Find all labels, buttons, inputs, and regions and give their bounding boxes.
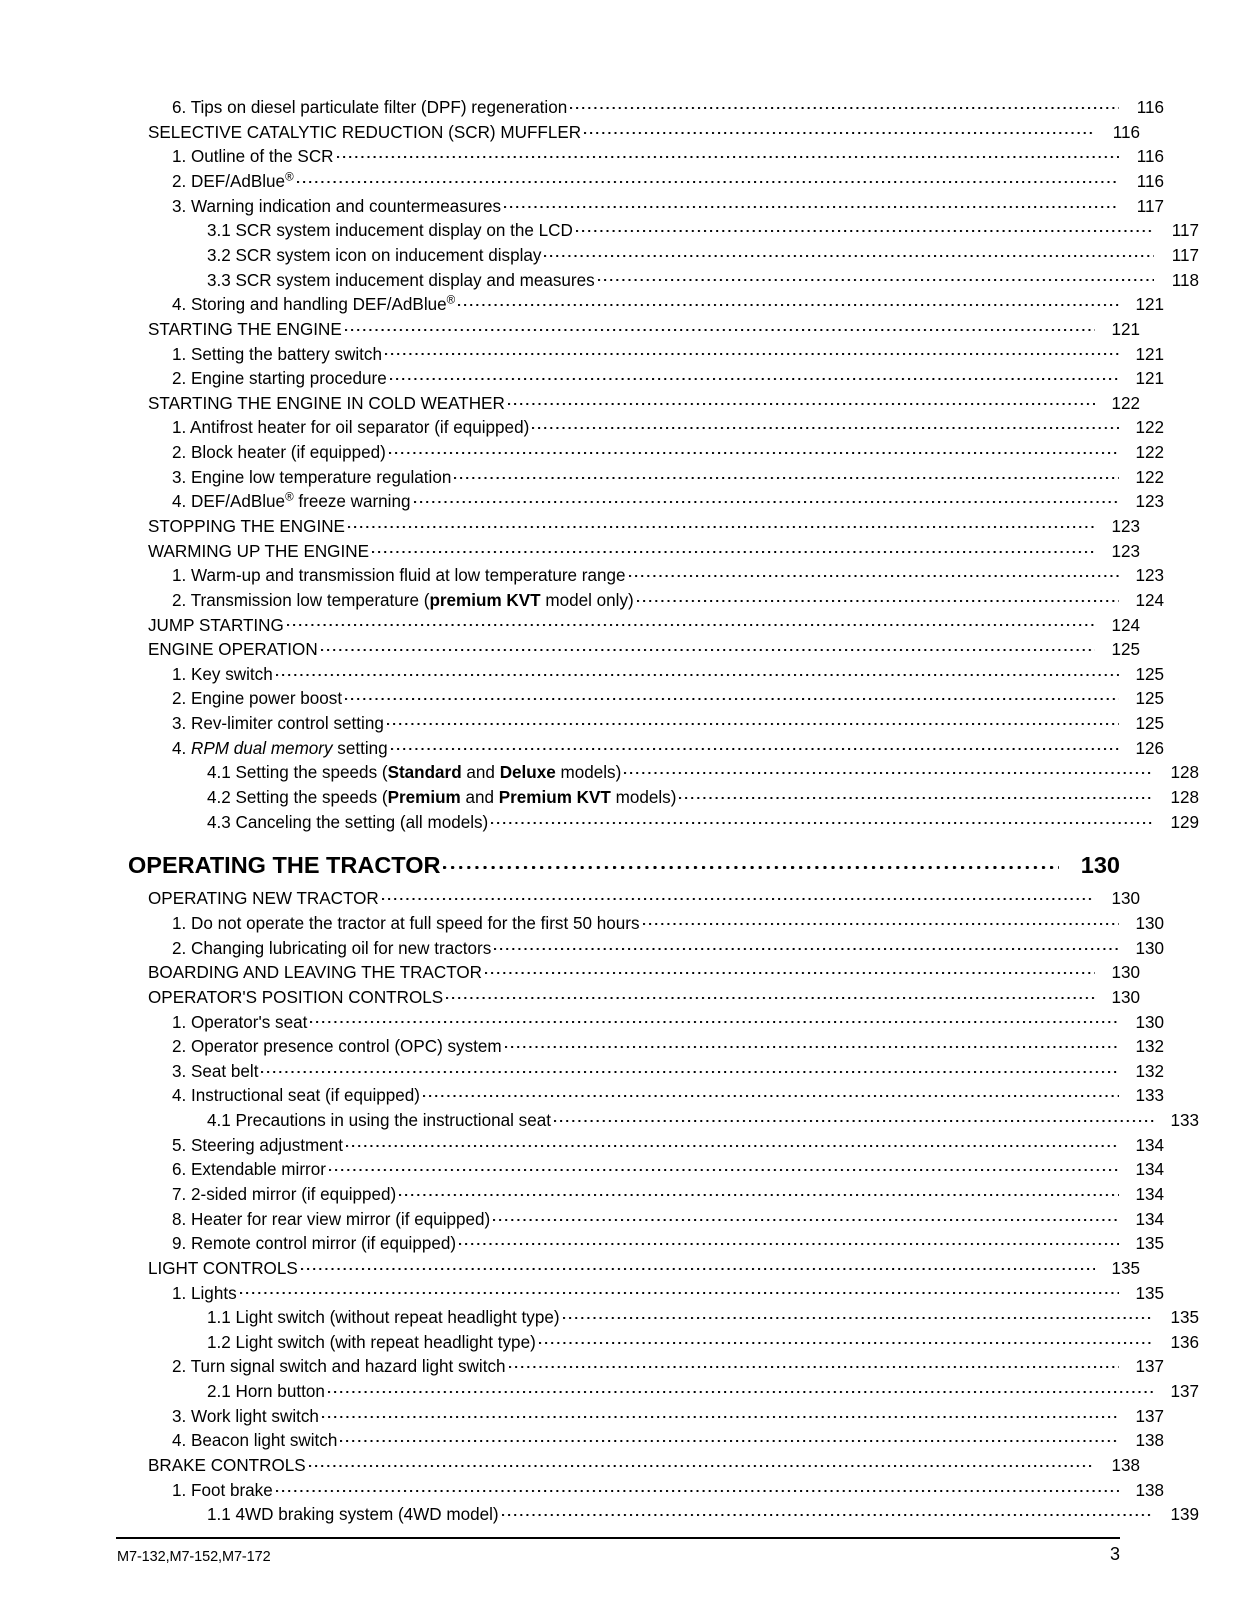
toc-entry-label: ENGINE OPERATION	[148, 640, 318, 660]
dot-leader	[389, 441, 1119, 458]
dot-leader	[391, 737, 1119, 754]
toc-entry[interactable]	[172, 490, 1164, 515]
toc-entry-page-number: 132	[1135, 1061, 1164, 1081]
toc-entry[interactable]	[207, 1109, 1199, 1134]
dot-leader	[598, 268, 1154, 285]
dot-leader	[629, 564, 1119, 581]
toc-entry-model-name: premium KVT	[429, 590, 541, 610]
toc-entry-page-number: 128	[1170, 763, 1199, 783]
toc-entry-page-number: 135	[1135, 1283, 1164, 1303]
dot-leader	[385, 342, 1119, 359]
toc-entry[interactable]	[207, 811, 1199, 836]
dot-leader	[446, 986, 1095, 1003]
toc-entry-page-number: 134	[1135, 1160, 1164, 1180]
toc-entry-label: 2. DEF/AdBlue®	[172, 170, 294, 192]
toc-entry[interactable]	[172, 1158, 1164, 1183]
toc-entry-label: STARTING THE ENGINE	[148, 319, 342, 339]
toc-entry-label: 3. Warning indication and countermeasures	[172, 196, 502, 216]
toc-entry[interactable]	[172, 1479, 1164, 1504]
dot-leader	[637, 589, 1119, 606]
toc-entry-model-name: Premium	[387, 788, 461, 808]
toc-entry[interactable]	[172, 1355, 1164, 1380]
toc-entry-label: OPERATING NEW TRACTOR	[148, 889, 379, 909]
toc-entry[interactable]	[207, 761, 1199, 786]
dot-leader	[563, 1306, 1154, 1323]
toc-entry[interactable]	[172, 937, 1164, 962]
toc-entry-page-number: 138	[1135, 1431, 1164, 1451]
toc-entry-page-number: 138	[1111, 1456, 1140, 1476]
toc-entry[interactable]	[172, 1183, 1164, 1208]
toc-entry[interactable]	[172, 663, 1164, 688]
dot-leader	[576, 219, 1154, 236]
toc-entry-page-number: 135	[1111, 1258, 1140, 1278]
toc-entry-label: 5. Steering adjustment	[172, 1135, 344, 1155]
toc-entry-label: 2. Engine starting procedure	[172, 369, 387, 389]
toc-entry[interactable]	[148, 1454, 1140, 1479]
toc-entry-label: 4.1 Precautions in using the instructional seat	[207, 1111, 551, 1131]
toc-entry[interactable]	[148, 986, 1140, 1011]
toc-entry-label: 3. Seat belt	[172, 1061, 259, 1081]
dot-leader	[509, 1355, 1120, 1372]
toc-entry[interactable]	[207, 1331, 1199, 1356]
toc-entry[interactable]	[172, 145, 1164, 170]
toc-entry[interactable]	[148, 540, 1140, 565]
toc-entry[interactable]	[172, 96, 1164, 121]
toc-entry-page-number: 117	[1171, 221, 1199, 241]
toc-entry-label: 1.1 Light switch (without repeat headlight type)	[207, 1308, 560, 1328]
toc-entry-page-number: 125	[1135, 714, 1164, 734]
toc-entry[interactable]	[148, 1257, 1140, 1282]
toc-entry-page-number: 125	[1135, 664, 1164, 684]
dot-leader	[554, 1109, 1154, 1126]
dot-leader	[504, 195, 1119, 212]
toc-entry[interactable]	[207, 1503, 1199, 1528]
toc-entry-label: 1. Lights	[172, 1283, 237, 1303]
toc-entry-label: 1. Setting the battery switch	[172, 344, 382, 364]
footer-model-numbers: M7-132,M7-152,M7-172	[117, 1549, 271, 1565]
toc-entry-label: BRAKE CONTROLS	[148, 1456, 306, 1476]
dot-leader	[276, 1479, 1119, 1496]
dot-leader	[414, 490, 1120, 507]
dot-leader	[643, 912, 1120, 929]
footer-divider	[116, 1537, 1120, 1539]
dot-leader	[532, 416, 1119, 433]
toc-entry-label: 3.1 SCR system inducement display on the LCD	[207, 221, 573, 241]
toc-entry-page-number: 117	[1171, 245, 1199, 265]
dot-leader	[679, 786, 1154, 803]
toc-entry-label: 1. Operator's seat	[172, 1012, 308, 1032]
registered-trademark-symbol: ®	[285, 170, 294, 184]
toc-entry[interactable]	[172, 1232, 1164, 1257]
dot-leader	[544, 244, 1154, 261]
dot-leader	[390, 367, 1119, 384]
dot-leader	[493, 1208, 1119, 1225]
toc-entry[interactable]	[172, 1035, 1164, 1060]
registered-trademark-symbol: ®	[446, 293, 456, 307]
toc-entry[interactable]	[172, 342, 1164, 367]
dot-leader	[240, 1281, 1119, 1298]
dot-leader	[570, 96, 1119, 113]
toc-entry-model-name: Deluxe	[499, 763, 556, 783]
toc-entry-label: STOPPING THE ENGINE	[148, 516, 345, 536]
dot-leader	[624, 761, 1154, 778]
toc-entry[interactable]	[207, 244, 1199, 269]
toc-entry[interactable]	[148, 515, 1140, 540]
toc-entry-label: 1. Foot brake	[172, 1480, 273, 1500]
toc-entry-page-number: 124	[1135, 590, 1164, 610]
toc-entry-model-name: Premium KVT	[498, 788, 611, 808]
toc-entry-label: 2. Turn signal switch and hazard light switch	[172, 1357, 506, 1377]
dot-leader	[491, 811, 1154, 828]
toc-entry-label: 4. DEF/AdBlue® freeze warning	[172, 490, 411, 512]
dot-leader	[399, 1183, 1119, 1200]
toc-entry-label: 2. Operator presence control (OPC) system	[172, 1037, 502, 1057]
toc-entry-label: 1. Key switch	[172, 664, 273, 684]
toc-entry-label: 2.1 Horn button	[207, 1382, 325, 1402]
toc-entry-page-number: 130	[1135, 913, 1164, 933]
toc-entry[interactable]	[148, 638, 1140, 663]
toc-entry-page-number: 130	[1111, 963, 1140, 983]
toc-entry-page-number: 135	[1170, 1308, 1199, 1328]
toc-entry-page-number: 121	[1111, 319, 1140, 339]
toc-entry-page-number: 125	[1135, 689, 1164, 709]
toc-entry-page-number: 137	[1135, 1406, 1164, 1426]
toc-entry[interactable]	[172, 712, 1164, 737]
toc-entry-page-number: 133	[1170, 1111, 1199, 1131]
dot-leader	[387, 712, 1119, 729]
dot-leader	[297, 170, 1119, 187]
toc-entry-label: 3.2 SCR system icon on inducement display	[207, 245, 542, 265]
toc-entry[interactable]	[172, 1281, 1164, 1306]
toc-entry-label: JUMP STARTING	[148, 615, 284, 635]
toc-entry[interactable]	[148, 961, 1140, 986]
toc-entry-label: 9. Remote control mirror (if equipped)	[172, 1234, 457, 1254]
dot-leader	[348, 515, 1095, 532]
toc-entry-page-number: 130	[1135, 938, 1164, 958]
dot-leader	[261, 1060, 1119, 1077]
toc-entry-page-number: 116	[1136, 172, 1164, 192]
toc-entry-label: 6. Extendable mirror	[172, 1160, 326, 1180]
toc-entry-label: 4.3 Canceling the setting (all models)	[207, 812, 489, 832]
toc-entry[interactable]	[207, 1380, 1199, 1405]
dot-leader	[309, 1454, 1095, 1471]
toc-entry-label: 1. Outline of the SCR	[172, 147, 334, 167]
toc-entry-page-number: 122	[1135, 443, 1164, 463]
toc-entry-label: 1.1 4WD braking system (4WD model)	[207, 1505, 499, 1525]
dot-leader	[485, 961, 1095, 978]
toc-entry-page-number: 134	[1135, 1185, 1164, 1204]
toc-entry[interactable]	[148, 613, 1140, 638]
toc-entry[interactable]	[172, 1134, 1164, 1159]
dot-leader	[372, 540, 1095, 557]
toc-entry-label: 4.2 Setting the speeds (Premium and Premium KVT models)	[207, 788, 677, 808]
toc-entry[interactable]	[148, 121, 1140, 146]
toc-entry-label: 3.3 SCR system inducement display and measures	[207, 270, 595, 290]
toc-entry-page-number: 124	[1111, 615, 1140, 635]
toc-entry-page-number: 126	[1135, 738, 1164, 758]
toc-entry[interactable]	[172, 195, 1164, 220]
dot-leader	[276, 663, 1119, 680]
toc-entry-label: 1. Do not operate the tractor at full speed for the first 50 hours	[172, 913, 640, 933]
toc-entry[interactable]	[172, 1010, 1164, 1035]
dot-leader	[382, 887, 1095, 904]
toc-entry[interactable]	[172, 1429, 1164, 1454]
toc-entry[interactable]	[172, 589, 1164, 614]
toc-entry-label: 1.2 Light switch (with repeat headlight type)	[207, 1332, 536, 1352]
toc-entry-label: STARTING THE ENGINE IN COLD WEATHER	[148, 393, 505, 413]
toc-entry-page-number: 116	[1112, 122, 1140, 142]
toc-entry-page-number: 138	[1135, 1480, 1164, 1500]
toc-entry-page-number: 123	[1135, 566, 1164, 586]
dot-leader	[505, 1035, 1119, 1052]
toc-entry[interactable]	[207, 268, 1199, 293]
toc-entry-label: 4. Beacon light switch	[172, 1431, 338, 1451]
toc-entry-page-number: 122	[1135, 418, 1164, 438]
toc-entry[interactable]	[172, 293, 1164, 318]
toc-entry[interactable]	[172, 466, 1164, 491]
toc-entry-label: 4.1 Setting the speeds (Standard and Deluxe models)	[207, 763, 622, 783]
dot-leader	[340, 1429, 1119, 1446]
dot-leader	[322, 1405, 1119, 1422]
toc-entry[interactable]	[148, 318, 1140, 343]
registered-trademark-symbol: ®	[285, 490, 294, 504]
dot-leader	[321, 638, 1095, 655]
dot-leader	[301, 1257, 1095, 1274]
toc-entry-label: 6. Tips on diesel particulate filter (DPF) regeneration	[172, 98, 568, 118]
toc-entry-page-number: 123	[1135, 492, 1164, 512]
dot-leader	[287, 613, 1095, 630]
toc-entry[interactable]	[172, 1405, 1164, 1430]
dot-leader	[454, 466, 1119, 483]
toc-entry-label: 4. Storing and handling DEF/AdBlue®	[172, 293, 456, 315]
dot-leader	[584, 121, 1095, 138]
toc-entry[interactable]	[172, 416, 1164, 441]
toc-entry-page-number: 130	[1135, 1012, 1164, 1032]
toc-entry-page-number: 118	[1171, 270, 1199, 290]
dot-leader	[443, 850, 1059, 874]
toc-entry-page-number: 134	[1135, 1135, 1164, 1155]
toc-entry[interactable]	[172, 367, 1164, 392]
dot-leader	[423, 1084, 1119, 1101]
toc-entry-label: SELECTIVE CATALYTIC REDUCTION (SCR) MUFFLER	[148, 122, 582, 142]
dot-leader	[329, 1158, 1119, 1175]
toc-entry-label: LIGHT CONTROLS	[148, 1258, 298, 1278]
toc-entry-emphasis: RPM dual memory	[191, 738, 333, 758]
toc-entry[interactable]	[148, 392, 1140, 417]
toc-entry-page-number: 139	[1170, 1505, 1199, 1525]
toc-entry-label: BOARDING AND LEAVING THE TRACTOR	[148, 963, 483, 983]
dot-leader	[459, 1232, 1119, 1249]
toc-entry-page-number: 121	[1135, 344, 1164, 364]
toc-entry[interactable]	[172, 687, 1164, 712]
toc-entry-label: 2. Transmission low temperature (premium KVT model only)	[172, 590, 634, 610]
toc-chapter-entry[interactable]	[128, 846, 1120, 884]
dot-leader	[346, 1134, 1119, 1151]
toc-entry-label: 2. Block heater (if equipped)	[172, 443, 386, 463]
toc-entry-page-number: 135	[1135, 1234, 1164, 1254]
dot-leader	[508, 392, 1095, 409]
toc-entry-page-number: 117	[1136, 196, 1164, 216]
dot-leader	[539, 1331, 1154, 1348]
toc-entry-page-number: 128	[1170, 788, 1199, 808]
toc-entry-page-number: 130	[1111, 889, 1140, 909]
table-of-contents-list	[128, 96, 1199, 1528]
dot-leader	[458, 293, 1119, 310]
toc-entry-label: WARMING UP THE ENGINE	[148, 541, 369, 561]
dot-leader	[310, 1010, 1119, 1027]
toc-entry[interactable]	[172, 737, 1164, 762]
toc-entry[interactable]	[172, 912, 1164, 937]
toc-entry-page-number: 125	[1111, 640, 1140, 660]
toc-entry-page-number: 116	[1136, 98, 1164, 118]
toc-entry-model-name: Standard	[387, 763, 462, 783]
dot-leader	[494, 937, 1119, 954]
footer-page-number: 3	[1109, 1544, 1120, 1564]
toc-entry-page-number: 121	[1135, 369, 1164, 389]
toc-entry[interactable]	[207, 786, 1199, 811]
toc-entry-label: 7. 2-sided mirror (if equipped)	[172, 1185, 397, 1204]
toc-entry-page-number: 136	[1170, 1332, 1199, 1352]
toc-entry-page-number: 130	[1111, 987, 1140, 1007]
toc-entry[interactable]	[207, 219, 1199, 244]
toc-entry-page-number: 123	[1111, 516, 1140, 536]
dot-leader	[502, 1503, 1154, 1520]
toc-entry-page-number: 137	[1170, 1382, 1199, 1402]
toc-entry-page-number: 129	[1170, 812, 1199, 832]
toc-entry[interactable]	[172, 1060, 1164, 1085]
toc-entry-page-number: 137	[1135, 1357, 1164, 1377]
toc-entry-label: 1. Warm-up and transmission fluid at low temperature range	[172, 566, 626, 586]
dot-leader	[345, 318, 1095, 335]
toc-entry[interactable]	[207, 1306, 1199, 1331]
dot-leader	[337, 145, 1119, 162]
toc-entry-page-number: 134	[1135, 1209, 1164, 1229]
dot-leader	[345, 687, 1119, 704]
toc-entry-label: 3. Work light switch	[172, 1406, 319, 1426]
toc-entry-page-number: 122	[1111, 393, 1140, 413]
toc-entry-page-number: 122	[1135, 467, 1164, 487]
toc-entry-label: 4. Instructional seat (if equipped)	[172, 1086, 421, 1106]
toc-entry-label: 2. Changing lubricating oil for new tractors	[172, 938, 492, 958]
toc-entry-page-number: 121	[1135, 295, 1164, 315]
toc-entry-label: 1. Antifrost heater for oil separator (if equipped)	[172, 418, 530, 438]
toc-entry[interactable]	[172, 441, 1164, 466]
toc-entry-label: 3. Rev-limiter control setting	[172, 714, 384, 734]
toc-entry-page-number: 116	[1136, 147, 1164, 167]
toc-entry-page-number: 132	[1135, 1037, 1164, 1057]
toc-entry-page-number: 130	[1080, 852, 1120, 879]
toc-entry-label: 2. Engine power boost	[172, 689, 343, 709]
toc-entry[interactable]	[172, 1208, 1164, 1233]
dot-leader	[328, 1380, 1154, 1397]
toc-entry-label: 4. RPM dual memory setting	[172, 738, 388, 758]
toc-entry-page-number: 133	[1135, 1086, 1164, 1106]
toc-entry-page-number: 123	[1111, 541, 1140, 561]
toc-entry-label: OPERATING THE TRACTOR	[128, 852, 441, 879]
toc-entry[interactable]	[148, 887, 1140, 912]
toc-entry[interactable]	[172, 1084, 1164, 1109]
toc-entry[interactable]	[172, 170, 1164, 195]
toc-entry[interactable]	[172, 564, 1164, 589]
toc-entry-label: 3. Engine low temperature regulation	[172, 467, 452, 487]
toc-entry-label: OPERATOR'S POSITION CONTROLS	[148, 987, 444, 1007]
toc-entry-label: 8. Heater for rear view mirror (if equipped)	[172, 1209, 491, 1229]
